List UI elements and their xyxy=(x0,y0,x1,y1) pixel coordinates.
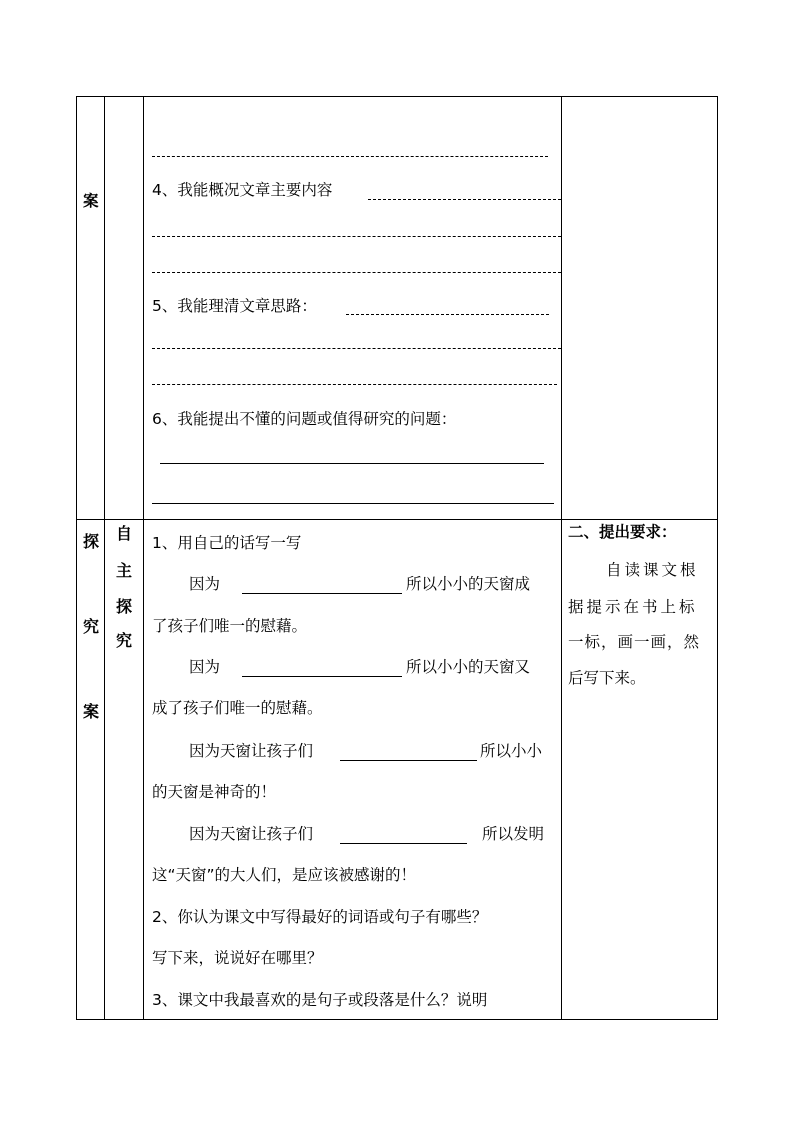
answer-line-3-end xyxy=(152,156,548,157)
requirements-line-4: 后写下来。 xyxy=(568,669,646,687)
sentence-1-end: 了孩子们唯一的慰藉。 xyxy=(152,617,308,635)
sentence-3-end: 的天窗是神奇的！ xyxy=(152,783,277,801)
sentence-1-start: 因为 xyxy=(189,575,221,593)
sub-label-char-2: 主 xyxy=(116,561,133,580)
item-6-prompt: 6、我能提出不懂的问题或值得研究的问题： xyxy=(152,410,457,428)
item-6-line-1 xyxy=(160,463,544,464)
sentence-3-start: 因为天窗让孩子们 xyxy=(189,742,314,760)
section2-side-label-char-3: 案 xyxy=(83,702,100,721)
section2-side-label-char-1: 探 xyxy=(83,532,100,551)
sentence-1-blank xyxy=(242,593,402,594)
requirements-line-3: 一标，画一画，然 xyxy=(568,633,701,651)
item-4-blank xyxy=(368,199,561,200)
item-4-prompt: 4、我能概况文章主要内容 xyxy=(152,181,333,199)
sentence-4-end: 这“天窗”的大人们，是应该被感谢的！ xyxy=(152,866,417,884)
sentence-4-middle: 所以发明 xyxy=(482,825,545,843)
sub-label-char-4: 究 xyxy=(116,631,133,650)
table-bottom-border xyxy=(76,1019,718,1020)
sentence-3-middle: 所以小小 xyxy=(480,742,543,760)
sub-label-char-1: 自 xyxy=(116,524,133,543)
item-6-line-2 xyxy=(152,503,554,504)
table-column-divider-1 xyxy=(104,96,105,1020)
requirements-title: 二、提出要求： xyxy=(568,523,677,541)
table-column-divider-2 xyxy=(143,96,144,1020)
question-3-line-1: 3、课文中我最喜欢的是句子或段落是什么？说明 xyxy=(152,991,488,1009)
table-left-border xyxy=(76,96,77,1020)
sentence-4-start: 因为天窗让孩子们 xyxy=(189,825,314,843)
table-right-border xyxy=(717,96,718,1020)
question-2-line-1: 2、你认为课文中写得最好的词语或句子有哪些？ xyxy=(152,908,488,926)
requirements-line-1: 自读课文根 xyxy=(606,561,699,579)
sentence-2-middle: 所以小小的天窗又 xyxy=(406,658,531,676)
question-1-title: 1、用自己的话写一写 xyxy=(152,534,302,552)
sentence-3-blank xyxy=(340,760,477,761)
item-5-line-2 xyxy=(152,348,561,349)
section1-side-label: 案 xyxy=(83,192,99,210)
table-middle-border xyxy=(76,519,718,520)
table-top-border xyxy=(76,96,718,97)
requirements-line-2: 据提示在书上标 xyxy=(568,598,698,616)
item-4-line-3 xyxy=(152,272,561,273)
item-5-prompt: 5、我能理清文章思路： xyxy=(152,297,317,315)
sentence-4-blank xyxy=(340,843,467,844)
sub-label-char-3: 探 xyxy=(116,597,133,616)
sentence-2-blank xyxy=(242,676,402,677)
sentence-2-end: 成了孩子们唯一的慰藉。 xyxy=(152,699,323,717)
question-2-line-2: 写下来，说说好在哪里？ xyxy=(152,949,323,967)
table-column-divider-3 xyxy=(561,96,562,1020)
section2-side-label-char-2: 究 xyxy=(83,617,100,636)
sentence-1-middle: 所以小小的天窗成 xyxy=(406,575,531,593)
item-5-line-3 xyxy=(152,384,557,385)
item-5-blank xyxy=(346,314,549,315)
sentence-2-start: 因为 xyxy=(189,658,221,676)
item-4-line-2 xyxy=(152,236,561,237)
